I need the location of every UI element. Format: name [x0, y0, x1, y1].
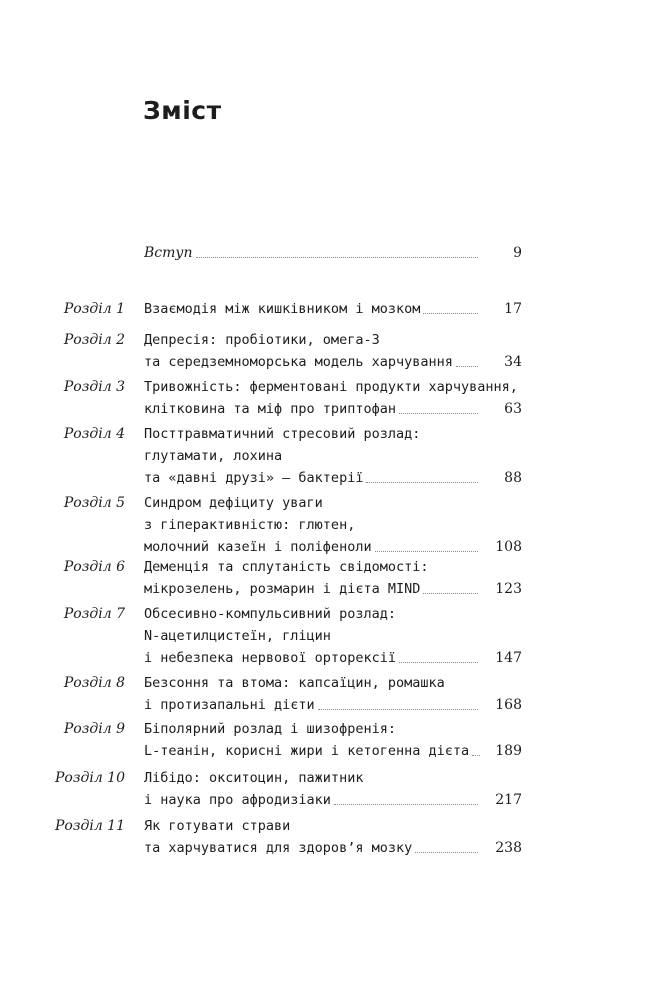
entry-title-line: глутамати, лохина [144, 448, 283, 464]
dot-leader [196, 256, 478, 258]
entry-title [144, 603, 524, 669]
chapter-label: Розділ 4 [63, 426, 125, 442]
entry-title-line: молочний казеїн і поліфеноли [144, 539, 372, 555]
dot-leader [423, 312, 478, 314]
chapter-label: Розділ 8 [63, 675, 125, 691]
entry-title-line: Синдром дефіциту уваги [144, 495, 323, 511]
chapter-label: Розділ 1 [63, 301, 125, 317]
chapter-label: Розділ 6 [63, 559, 125, 575]
entry-title-line: з гіперактивністю: глютен, [144, 517, 356, 533]
entry-title-line: і небезпека нервової орторексії [144, 650, 396, 666]
chapter-label: Розділ 3 [63, 379, 125, 395]
dot-leader [423, 592, 478, 594]
page-number: 9 [513, 245, 522, 261]
entry-title-line: L-теанін, корисні жири і кетогенна дієта [144, 743, 470, 759]
dot-leader [399, 661, 478, 663]
entry-title-line: N-ацетилцистеїн, гліцин [144, 628, 331, 644]
entry-title-line: Взаємодія між кишківником і мозком [144, 301, 421, 317]
chapter-label: Розділ 2 [63, 332, 125, 348]
entry-title-line: Вступ [144, 245, 193, 261]
entry-title-line: Обсесивно-компульсивний розлад: [144, 606, 396, 622]
entry-title-line: і протизапальні дієти [144, 697, 315, 713]
dot-leader [415, 851, 478, 853]
page-number: 88 [504, 470, 522, 486]
entry-title [144, 556, 524, 600]
page-number: 17 [504, 301, 522, 317]
dot-leader [318, 708, 478, 710]
entry-title-line: Безсоння та втома: капсаїцин, ромашка [144, 675, 445, 691]
page-number: 34 [504, 354, 522, 370]
chapter-label: Розділ 7 [63, 606, 125, 622]
page-number: 168 [495, 697, 522, 713]
page-title: Зміст [143, 96, 222, 125]
entry-title-line: Деменція та сплутаність свідомості: [144, 559, 429, 575]
chapter-label: Розділ 11 [54, 818, 125, 834]
entry-title-line: клітковина та міф про триптофан [144, 401, 396, 417]
entry-title [144, 815, 524, 859]
dot-leader [334, 803, 478, 805]
entry-title-line: Біполярний розлад і шизофренія: [144, 721, 396, 737]
entry-title-line: Депресія: пробіотики, омега-3 [144, 332, 380, 348]
entry-title [144, 672, 524, 716]
entry-title [144, 423, 524, 489]
chapter-label: Розділ 9 [63, 721, 125, 737]
chapter-label: Розділ 10 [54, 770, 125, 786]
page-number: 123 [495, 581, 522, 597]
page-number: 108 [495, 539, 522, 555]
page-number: 189 [495, 743, 522, 759]
dot-leader [472, 754, 480, 756]
dot-leader [375, 550, 478, 552]
page-number: 238 [495, 840, 522, 856]
entry-title [144, 329, 524, 373]
entry-title-line: Лібідо: окситоцин, пажитник [144, 770, 364, 786]
dot-leader [456, 365, 478, 367]
entry-title-line: та середземноморська модель харчування [144, 354, 453, 370]
entry-title [144, 298, 524, 320]
page-number: 63 [504, 401, 522, 417]
page-number: 147 [495, 650, 522, 666]
entry-title-line: Тривожність: ферментовані продукти харчування, [144, 379, 518, 395]
chapter-label: Розділ 5 [63, 495, 125, 511]
entry-title-line: та харчуватися для здоров’я мозку [144, 840, 413, 856]
dot-leader [399, 412, 478, 414]
entry-title-line: Як готувати страви [144, 818, 291, 834]
entry-title [144, 242, 524, 264]
entry-title [144, 376, 524, 420]
entry-title-line: мікрозелень, розмарин і дієта MIND [144, 581, 421, 597]
entry-title [144, 492, 524, 558]
entry-title-line: і наука про афродизіаки [144, 792, 331, 808]
entry-title-line: Посттравматичний стресовий розлад: [144, 426, 421, 442]
entry-title [144, 767, 524, 811]
entry-title [144, 718, 524, 762]
dot-leader [366, 481, 478, 483]
page-number: 217 [495, 792, 522, 808]
entry-title-line: та «давні друзі» — бактерії [144, 470, 364, 486]
